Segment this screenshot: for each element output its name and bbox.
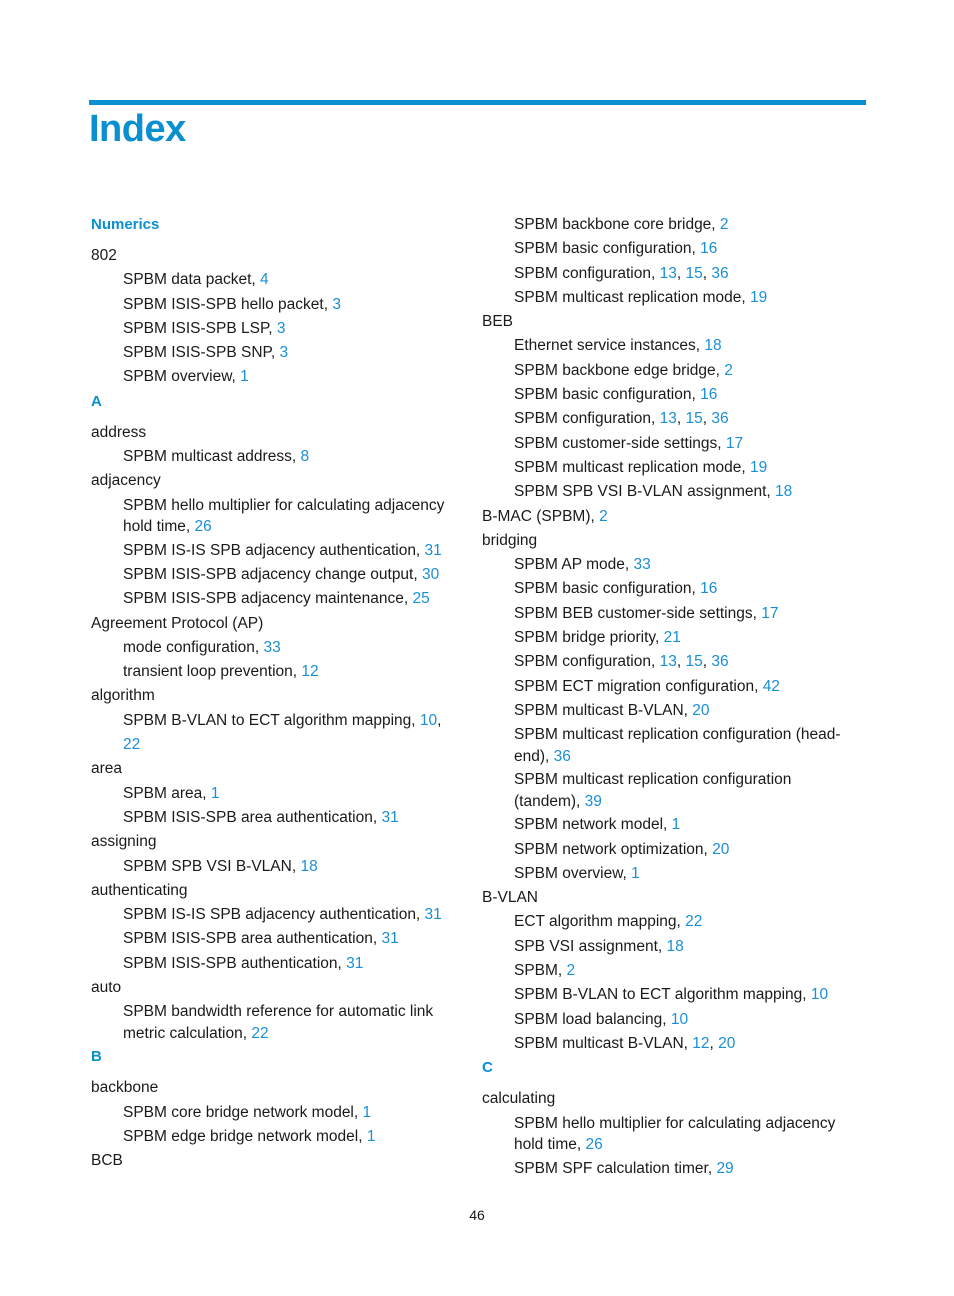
index-term <box>482 310 852 334</box>
page-link[interactable]: 26 <box>194 518 212 536</box>
index-letter-heading <box>91 213 461 237</box>
page-link[interactable]: 36 <box>711 410 729 428</box>
index-subentry <box>91 445 461 469</box>
entry-text: SPBM SPB VSI B-VLAN assignment, <box>514 483 776 501</box>
entry-text: 802 <box>91 247 117 264</box>
page-link[interactable]: 3 <box>276 319 286 337</box>
index-term <box>91 244 461 268</box>
index-subentry <box>482 213 852 237</box>
entry-text: SPBM ECT migration configuration, <box>514 677 763 695</box>
page-link[interactable]: 22 <box>685 913 703 931</box>
index-term <box>482 505 852 529</box>
page-link[interactable]: 42 <box>762 677 780 695</box>
page-link[interactable]: 3 <box>332 295 341 313</box>
page-link[interactable]: 20 <box>718 1034 736 1052</box>
entry-text: ECT algorithm mapping, <box>514 913 686 931</box>
entry-text: algorithm <box>91 687 155 705</box>
index-subentry: SPBM multicast B-VLAN, 12, 20 <box>514 1034 736 1052</box>
entry-text: SPBM overview, <box>514 864 632 882</box>
index-subentry <box>482 910 852 934</box>
entry-text: BEB <box>482 313 514 331</box>
page-link[interactable]: 17 <box>761 604 779 622</box>
index-term <box>482 529 852 553</box>
index-subentry <box>482 959 852 983</box>
page-link[interactable]: 15 <box>685 653 703 671</box>
page-link[interactable]: 1 <box>671 816 681 834</box>
entry-text: SPB VSI assignment, <box>514 937 667 955</box>
index-subentry <box>91 293 461 317</box>
entry-text: SPBM core bridge network model, <box>123 1103 363 1121</box>
index-subentry <box>482 813 852 837</box>
entry-text: SPBM bandwidth reference for automatic link metric calculation, <box>123 1003 434 1042</box>
index-subentry <box>482 286 852 310</box>
index-subentry <box>91 317 461 341</box>
page-link[interactable]: 31 <box>381 930 399 948</box>
page-link[interactable]: 25 <box>412 590 430 608</box>
index-term <box>91 684 461 708</box>
index-subentry <box>91 636 461 660</box>
index-term <box>91 469 461 493</box>
page-link[interactable]: 2 <box>599 507 608 525</box>
page-link[interactable]: 33 <box>633 556 651 574</box>
page-link[interactable]: 10 <box>670 1010 689 1028</box>
page-link[interactable]: 29 <box>716 1159 734 1177</box>
entry-text: SPBM, <box>514 962 567 980</box>
page-link[interactable]: 16 <box>700 240 718 258</box>
page-link[interactable]: 18 <box>300 857 318 875</box>
page-link[interactable]: 2 <box>724 361 733 379</box>
index-letter-heading <box>91 390 461 414</box>
entry-text: SPBM basic configuration, <box>514 386 701 404</box>
page-link[interactable]: 36 <box>711 264 729 282</box>
index-subentry <box>91 365 461 389</box>
index-subentry <box>91 660 461 684</box>
entry-text: SPBM multicast replication configuration (tandem), <box>514 771 792 810</box>
index-term <box>91 1149 461 1173</box>
index-subentry <box>482 1157 852 1181</box>
page-link[interactable]: 1 <box>210 784 220 802</box>
index-column-left <box>91 213 461 1174</box>
entry-text: SPBM basic configuration, <box>514 240 701 258</box>
entry-text: assigning <box>91 833 157 851</box>
index-subentry <box>91 341 461 365</box>
page-link[interactable]: 1 <box>631 864 640 882</box>
page-link[interactable]: 31 <box>424 906 442 924</box>
entry-text: SPBM ISIS-SPB hello packet, <box>123 295 333 313</box>
entry-text: mode configuration, <box>123 638 264 656</box>
page-link[interactable]: 12 <box>692 1034 710 1052</box>
entry-text: SPBM hello multiplier for calculating adjacency hold time, <box>123 496 445 536</box>
page-link[interactable]: 33 <box>263 638 281 656</box>
index-subentry <box>482 553 852 577</box>
page-link[interactable]: 3 <box>279 344 289 362</box>
entry-text: SPBM load balancing, <box>514 1010 671 1028</box>
entry-text: SPBM basic configuration, <box>514 580 701 598</box>
page-link[interactable]: 30 <box>421 565 440 583</box>
index-subentry <box>482 383 852 407</box>
index-term <box>91 879 461 903</box>
index-subentry <box>482 1112 852 1157</box>
index-subentry <box>482 699 852 723</box>
entry-text: SPBM configuration, <box>514 264 660 282</box>
index-subentry <box>91 782 461 806</box>
page-title: Index <box>89 108 186 150</box>
index-subentry <box>482 456 852 480</box>
entry-text: SPBM IS-IS SPB adjacency authentication, <box>123 906 425 924</box>
page-link[interactable]: 39 <box>584 792 602 810</box>
entry-text: SPBM multicast B-VLAN, <box>514 701 693 719</box>
entry-text: SPBM customer-side settings, <box>514 434 726 452</box>
page-link[interactable]: 15 <box>685 264 703 282</box>
index-subentry <box>91 1125 461 1149</box>
page-link[interactable]: 17 <box>725 434 744 452</box>
page-link[interactable]: 31 <box>346 954 364 972</box>
index-column-right <box>482 213 852 1181</box>
entry-text: SPBM B-VLAN to ECT algorithm mapping, <box>123 711 420 729</box>
page-link[interactable]: 12 <box>301 663 319 681</box>
index-subentry <box>91 927 461 951</box>
page-link[interactable]: 2 <box>719 216 729 233</box>
entry-text: C <box>482 1059 493 1077</box>
index-term <box>482 1087 852 1111</box>
index-subentry: SPBM configuration, 13, 15, 36 <box>514 410 729 428</box>
index-subentry <box>482 675 852 699</box>
index-subentry <box>91 806 461 830</box>
page-link[interactable]: 13 <box>659 410 677 428</box>
index-subentry <box>91 563 461 587</box>
index-subentry <box>91 903 461 927</box>
entry-text: SPBM edge bridge network model, <box>123 1127 367 1145</box>
entry-text: transient loop prevention, <box>123 663 302 681</box>
index-term <box>91 976 461 1000</box>
index-subentry <box>91 539 461 563</box>
page-link[interactable]: 36 <box>711 653 729 671</box>
page-link[interactable]: 13 <box>659 653 677 671</box>
entry-text: SPBM SPB VSI B-VLAN, <box>123 857 301 875</box>
entry-text: SPBM network optimization, <box>514 840 713 858</box>
page-link[interactable]: 1 <box>240 368 249 386</box>
index-term <box>91 1076 461 1100</box>
entry-text: SPBM IS-IS SPB adjacency authentication, <box>123 541 425 559</box>
index-subentry <box>91 1101 461 1125</box>
index-subentry <box>482 480 852 504</box>
entry-text: SPBM SPF calculation timer, <box>514 1159 717 1177</box>
entry-text: SPBM BEB customer-side settings, <box>514 604 762 622</box>
entry-text: SPBM bridge priority, <box>514 629 664 647</box>
page-link[interactable]: 16 <box>700 580 718 598</box>
entry-text: backbone <box>91 1079 159 1097</box>
entry-text: SPBM multicast replication mode, <box>514 458 751 476</box>
index-subentry <box>91 268 461 292</box>
entry-text: SPBM network model, <box>514 816 672 834</box>
entry-text: SPBM area, <box>123 784 211 802</box>
entry-text: address <box>91 423 147 441</box>
index-subentry: SPBM configuration, 13, 15, 36 <box>514 264 729 282</box>
page-link[interactable]: 1 <box>362 1103 372 1121</box>
page-link[interactable]: 8 <box>300 448 310 466</box>
entry-text: auto <box>91 979 122 997</box>
index-subentry <box>91 494 461 539</box>
entry-text: SPBM backbone edge bridge, <box>514 361 725 379</box>
index-subentry: SPBM configuration, 13, 15, 36 <box>514 653 729 671</box>
page-link[interactable]: 36 <box>553 747 571 765</box>
entry-text: SPBM ISIS-SPB adjacency maintenance, <box>123 590 413 608</box>
entry-text: SPBM AP mode, <box>514 556 634 574</box>
page-link[interactable]: 18 <box>775 483 793 501</box>
entry-text: Agreement Protocol (AP) <box>91 614 264 632</box>
entry-text: calculating <box>482 1090 556 1108</box>
page-link[interactable]: 18 <box>666 937 684 955</box>
page-link[interactable]: 10 <box>810 986 829 1004</box>
index-subentry <box>482 334 852 358</box>
index-subentry <box>91 855 461 879</box>
entry-text: SPBM configuration, <box>514 410 660 428</box>
page-link[interactable]: 22 <box>251 1024 269 1042</box>
page-link[interactable]: 1 <box>366 1127 376 1145</box>
entry-text: SPBM ISIS-SPB authentication, <box>123 954 347 972</box>
entry-text: SPBM B-VLAN to ECT algorithm mapping, <box>514 986 811 1004</box>
index-subentry <box>482 768 852 813</box>
index-subentry <box>482 359 852 383</box>
entry-text: bridging <box>482 531 538 549</box>
entry-text: authenticating <box>91 881 188 899</box>
index-subentry: SPBM B-VLAN to ECT algorithm mapping, 10, 22 <box>123 711 442 754</box>
page-number: 46 <box>469 1207 485 1223</box>
index-subentry <box>482 432 852 456</box>
entry-text: SPBM configuration, <box>514 653 660 671</box>
page-link[interactable]: 19 <box>750 288 768 306</box>
page-link[interactable]: 19 <box>750 458 768 476</box>
page-link[interactable]: 31 <box>381 808 399 826</box>
entry-text: SPBM backbone core bridge, <box>514 216 720 233</box>
index-subentry <box>91 952 461 976</box>
index-term <box>91 757 461 781</box>
page-link[interactable]: 13 <box>659 264 677 282</box>
entry-text: SPBM multicast replication configuration (head-end), <box>514 726 841 765</box>
index-term <box>91 830 461 854</box>
entry-text: SPBM overview, <box>123 368 241 386</box>
entry-text: adjacency <box>91 472 161 490</box>
page-link[interactable]: 2 <box>566 962 576 980</box>
entry-text: SPBM ISIS-SPB area authentication, <box>123 808 382 826</box>
entry-text: SPBM multicast replication mode, <box>514 288 751 306</box>
entry-text: Numerics <box>91 216 160 233</box>
entry-text: SPBM data packet, <box>123 271 260 289</box>
page-link[interactable]: 22 <box>123 736 141 754</box>
index-subentry <box>482 862 852 886</box>
index-subentry <box>482 838 852 862</box>
page-link[interactable]: 4 <box>260 271 269 289</box>
entry-text: SPBM ISIS-SPB LSP, <box>123 319 277 337</box>
entry-text: A <box>91 392 102 410</box>
page-link[interactable]: 15 <box>685 410 703 428</box>
index-term <box>91 421 461 445</box>
entry-text: SPBM multicast address, <box>123 448 301 466</box>
entry-text: SPBM hello multiplier for calculating adjacency hold time, <box>514 1114 836 1153</box>
index-letter-heading <box>482 1056 852 1080</box>
page-link[interactable]: 18 <box>704 337 722 355</box>
index-subentry <box>482 983 852 1007</box>
page-link[interactable]: 21 <box>663 629 681 647</box>
index-subentry <box>482 935 852 959</box>
entry-text: B-VLAN <box>482 889 538 907</box>
index-subentry <box>482 577 852 601</box>
entry-text: area <box>91 760 123 778</box>
page-link[interactable]: 20 <box>692 701 710 719</box>
index-subentry <box>482 237 852 261</box>
index-subentry <box>91 587 461 611</box>
index-subentry <box>482 723 852 768</box>
page-link[interactable]: 20 <box>712 840 730 858</box>
page-link[interactable]: 31 <box>424 541 442 559</box>
entry-text: Ethernet service instances, <box>514 337 705 355</box>
entry-text: SPBM ISIS-SPB adjacency change output, <box>123 565 422 583</box>
entry-text: SPBM ISIS-SPB SNP, <box>123 344 280 362</box>
entry-text: B-MAC (SPBM), <box>482 507 600 525</box>
entry-text: BCB <box>91 1152 123 1170</box>
index-subentry <box>482 602 852 626</box>
index-letter-heading <box>91 1045 461 1069</box>
index-subentry <box>482 1008 852 1032</box>
entry-text: B <box>91 1048 102 1066</box>
title-rule <box>89 100 866 105</box>
entry-text: SPBM ISIS-SPB area authentication, <box>123 930 382 948</box>
page-link[interactable]: 10 <box>419 711 438 729</box>
index-term <box>482 886 852 910</box>
page-link[interactable]: 26 <box>585 1136 603 1153</box>
entry-text: SPBM multicast B-VLAN, <box>514 1034 693 1052</box>
index-subentry <box>91 1000 461 1045</box>
index-subentry <box>482 626 852 650</box>
index-term <box>91 612 461 636</box>
page-link[interactable]: 16 <box>700 386 718 404</box>
